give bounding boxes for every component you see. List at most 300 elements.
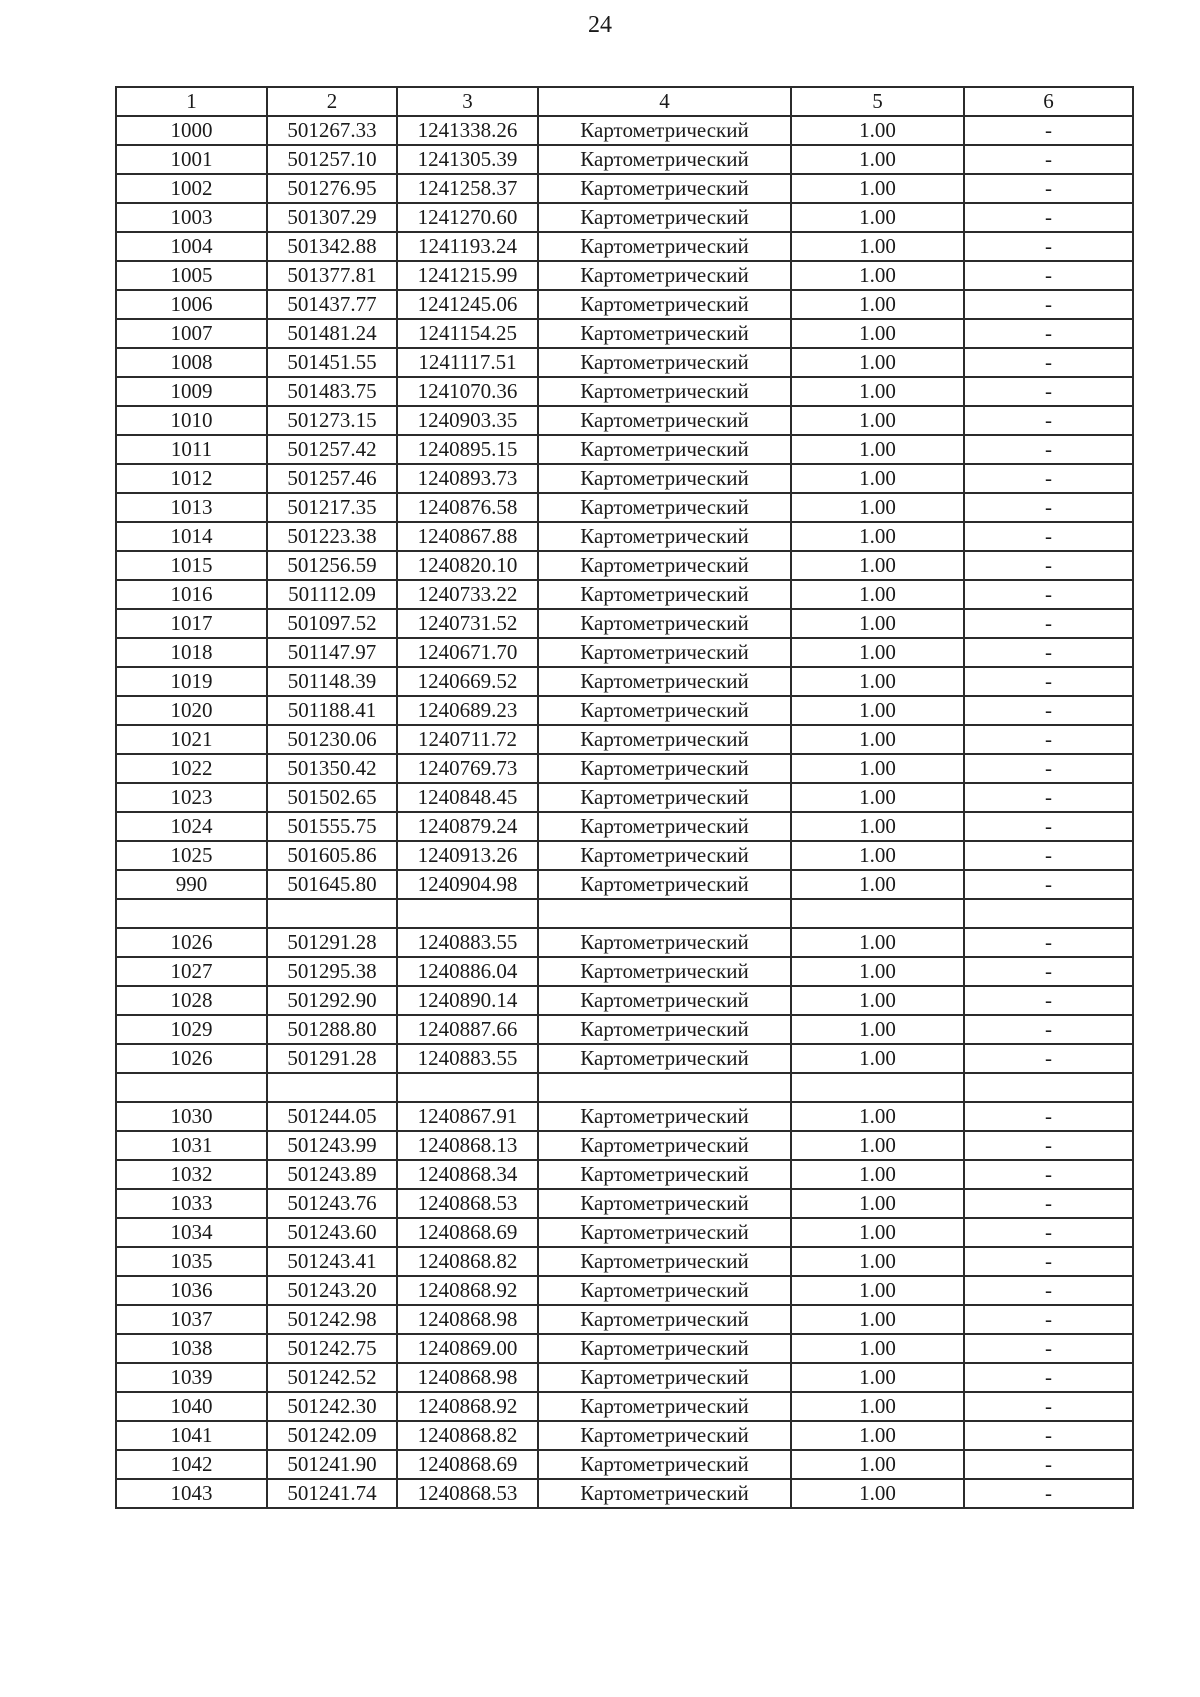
x-coordinate-cell: 501292.90 — [267, 986, 397, 1015]
point-number-cell: 1040 — [116, 1392, 267, 1421]
accuracy-cell: 1.00 — [791, 1334, 964, 1363]
point-number-cell — [116, 1073, 267, 1102]
y-coordinate-cell: 1240895.15 — [397, 435, 538, 464]
y-coordinate-cell: 1240867.91 — [397, 1102, 538, 1131]
header-row — [116, 87, 1133, 116]
table-row — [116, 377, 1133, 406]
x-coordinate-cell: 501257.10 — [267, 145, 397, 174]
point-number-cell: 1012 — [116, 464, 267, 493]
point-number-cell: 1008 — [116, 348, 267, 377]
description-cell: - — [964, 609, 1133, 638]
description-cell: - — [964, 957, 1133, 986]
table-row — [116, 609, 1133, 638]
y-coordinate-cell: 1240913.26 — [397, 841, 538, 870]
accuracy-cell: 1.00 — [791, 377, 964, 406]
method-cell: Картометрический — [538, 1363, 791, 1392]
description-cell: - — [964, 203, 1133, 232]
method-cell: Картометрический — [538, 696, 791, 725]
description-cell: - — [964, 319, 1133, 348]
y-coordinate-cell: 1240769.73 — [397, 754, 538, 783]
point-number-cell: 1021 — [116, 725, 267, 754]
method-cell — [538, 1073, 791, 1102]
y-coordinate-cell: 1240883.55 — [397, 1044, 538, 1073]
accuracy-cell: 1.00 — [791, 464, 964, 493]
description-cell: - — [964, 377, 1133, 406]
point-number-cell: 1028 — [116, 986, 267, 1015]
method-cell: Картометрический — [538, 928, 791, 957]
method-cell: Картометрический — [538, 1160, 791, 1189]
table-row — [116, 1218, 1133, 1247]
method-cell: Картометрический — [538, 377, 791, 406]
description-cell: - — [964, 1392, 1133, 1421]
x-coordinate-cell: 501243.99 — [267, 1131, 397, 1160]
method-cell: Картометрический — [538, 1044, 791, 1073]
y-coordinate-cell: 1241215.99 — [397, 261, 538, 290]
x-coordinate-cell: 501242.52 — [267, 1363, 397, 1392]
table-row — [116, 174, 1133, 203]
point-number-cell: 1033 — [116, 1189, 267, 1218]
point-number-cell: 1025 — [116, 841, 267, 870]
description-cell: - — [964, 1160, 1133, 1189]
x-coordinate-cell: 501256.59 — [267, 551, 397, 580]
accuracy-cell: 1.00 — [791, 638, 964, 667]
method-cell: Картометрический — [538, 1102, 791, 1131]
point-number-cell: 1013 — [116, 493, 267, 522]
method-cell: Картометрический — [538, 609, 791, 638]
y-coordinate-cell: 1240820.10 — [397, 551, 538, 580]
method-cell: Картометрический — [538, 754, 791, 783]
description-cell: - — [964, 551, 1133, 580]
accuracy-cell: 1.00 — [791, 145, 964, 174]
method-cell: Картометрический — [538, 261, 791, 290]
description-cell: - — [964, 1305, 1133, 1334]
accuracy-cell: 1.00 — [791, 1392, 964, 1421]
table-row — [116, 986, 1133, 1015]
table-row — [116, 1131, 1133, 1160]
accuracy-cell: 1.00 — [791, 986, 964, 1015]
x-coordinate-cell: 501242.09 — [267, 1421, 397, 1450]
page-number: 24 — [588, 12, 612, 38]
table-row — [116, 1247, 1133, 1276]
point-number-cell — [116, 899, 267, 928]
description-cell: - — [964, 145, 1133, 174]
x-coordinate-cell: 501188.41 — [267, 696, 397, 725]
accuracy-cell: 1.00 — [791, 1450, 964, 1479]
accuracy-cell: 1.00 — [791, 928, 964, 957]
x-coordinate-cell: 501350.42 — [267, 754, 397, 783]
table-row — [116, 1044, 1133, 1073]
method-cell: Картометрический — [538, 435, 791, 464]
x-coordinate-cell: 501288.80 — [267, 1015, 397, 1044]
point-number-cell: 1039 — [116, 1363, 267, 1392]
x-coordinate-cell: 501342.88 — [267, 232, 397, 261]
y-coordinate-cell: 1240868.13 — [397, 1131, 538, 1160]
y-coordinate-cell: 1240868.69 — [397, 1218, 538, 1247]
table-row — [116, 1160, 1133, 1189]
method-cell: Картометрический — [538, 580, 791, 609]
table-row — [116, 812, 1133, 841]
description-cell: - — [964, 667, 1133, 696]
accuracy-cell: 1.00 — [791, 783, 964, 812]
description-cell: - — [964, 1189, 1133, 1218]
table-row — [116, 1102, 1133, 1131]
point-number-cell: 1023 — [116, 783, 267, 812]
description-cell: - — [964, 232, 1133, 261]
table-row — [116, 551, 1133, 580]
method-cell: Картометрический — [538, 841, 791, 870]
y-coordinate-cell: 1241270.60 — [397, 203, 538, 232]
accuracy-cell: 1.00 — [791, 1131, 964, 1160]
y-coordinate-cell: 1240868.53 — [397, 1189, 538, 1218]
method-cell: Картометрический — [538, 493, 791, 522]
method-cell: Картометрический — [538, 203, 791, 232]
table-row — [116, 232, 1133, 261]
x-coordinate-cell: 501243.76 — [267, 1189, 397, 1218]
description-cell: - — [964, 1247, 1133, 1276]
table-row — [116, 899, 1133, 928]
point-number-cell: 1035 — [116, 1247, 267, 1276]
description-cell: - — [964, 290, 1133, 319]
accuracy-cell: 1.00 — [791, 551, 964, 580]
description-cell: - — [964, 812, 1133, 841]
description-cell: - — [964, 1276, 1133, 1305]
x-coordinate-cell: 501437.77 — [267, 290, 397, 319]
table-row — [116, 1392, 1133, 1421]
x-coordinate-cell: 501555.75 — [267, 812, 397, 841]
point-number-cell: 1022 — [116, 754, 267, 783]
y-coordinate-cell: 1240689.23 — [397, 696, 538, 725]
point-number-cell: 1030 — [116, 1102, 267, 1131]
method-cell: Картометрический — [538, 232, 791, 261]
x-coordinate-cell: 501112.09 — [267, 580, 397, 609]
description-cell: - — [964, 1015, 1133, 1044]
x-coordinate-cell: 501243.60 — [267, 1218, 397, 1247]
x-coordinate-cell: 501267.33 — [267, 116, 397, 145]
description-cell: - — [964, 580, 1133, 609]
table-row — [116, 522, 1133, 551]
table-row — [116, 261, 1133, 290]
accuracy-cell: 1.00 — [791, 1160, 964, 1189]
point-number-cell: 1015 — [116, 551, 267, 580]
point-number-cell: 1017 — [116, 609, 267, 638]
table-row — [116, 1450, 1133, 1479]
point-number-cell: 1004 — [116, 232, 267, 261]
table-row — [116, 696, 1133, 725]
table-row — [116, 145, 1133, 174]
point-number-cell: 1005 — [116, 261, 267, 290]
description-cell: - — [964, 406, 1133, 435]
method-cell: Картометрический — [538, 116, 791, 145]
y-coordinate-cell: 1240887.66 — [397, 1015, 538, 1044]
table-row — [116, 1276, 1133, 1305]
column-header-4: 4 — [538, 87, 791, 116]
method-cell: Картометрический — [538, 1392, 791, 1421]
accuracy-cell: 1.00 — [791, 1015, 964, 1044]
point-number-cell: 1034 — [116, 1218, 267, 1247]
method-cell: Картометрический — [538, 406, 791, 435]
accuracy-cell: 1.00 — [791, 203, 964, 232]
method-cell: Картометрический — [538, 174, 791, 203]
point-number-cell: 1002 — [116, 174, 267, 203]
point-number-cell: 1027 — [116, 957, 267, 986]
x-coordinate-cell: 501257.42 — [267, 435, 397, 464]
point-number-cell: 1038 — [116, 1334, 267, 1363]
x-coordinate-cell: 501291.28 — [267, 1044, 397, 1073]
table-row — [116, 841, 1133, 870]
accuracy-cell: 1.00 — [791, 1044, 964, 1073]
point-number-cell: 1010 — [116, 406, 267, 435]
table-body — [116, 116, 1133, 1508]
y-coordinate-cell: 1240868.53 — [397, 1479, 538, 1508]
point-number-cell: 1006 — [116, 290, 267, 319]
x-coordinate-cell: 501276.95 — [267, 174, 397, 203]
method-cell: Картометрический — [538, 638, 791, 667]
table-row — [116, 870, 1133, 899]
table-row — [116, 116, 1133, 145]
description-cell: - — [964, 638, 1133, 667]
description-cell: - — [964, 522, 1133, 551]
method-cell: Картометрический — [538, 551, 791, 580]
point-number-cell: 1031 — [116, 1131, 267, 1160]
table-row — [116, 319, 1133, 348]
x-coordinate-cell: 501217.35 — [267, 493, 397, 522]
accuracy-cell: 1.00 — [791, 754, 964, 783]
x-coordinate-cell: 501241.90 — [267, 1450, 397, 1479]
accuracy-cell: 1.00 — [791, 696, 964, 725]
x-coordinate-cell: 501097.52 — [267, 609, 397, 638]
point-number-cell: 1042 — [116, 1450, 267, 1479]
accuracy-cell: 1.00 — [791, 1363, 964, 1392]
y-coordinate-cell: 1241154.25 — [397, 319, 538, 348]
x-coordinate-cell: 501242.75 — [267, 1334, 397, 1363]
table-row — [116, 1334, 1133, 1363]
x-coordinate-cell: 501483.75 — [267, 377, 397, 406]
point-number-cell: 1011 — [116, 435, 267, 464]
y-coordinate-cell: 1240731.52 — [397, 609, 538, 638]
description-cell: - — [964, 1450, 1133, 1479]
description-cell: - — [964, 725, 1133, 754]
method-cell: Картометрический — [538, 957, 791, 986]
method-cell: Картометрический — [538, 1276, 791, 1305]
x-coordinate-cell: 501502.65 — [267, 783, 397, 812]
description-cell: - — [964, 435, 1133, 464]
accuracy-cell: 1.00 — [791, 1102, 964, 1131]
y-coordinate-cell: 1240711.72 — [397, 725, 538, 754]
point-number-cell: 1019 — [116, 667, 267, 696]
description-cell: - — [964, 348, 1133, 377]
y-coordinate-cell: 1240868.98 — [397, 1363, 538, 1392]
point-number-cell: 990 — [116, 870, 267, 899]
point-number-cell: 1020 — [116, 696, 267, 725]
accuracy-cell: 1.00 — [791, 174, 964, 203]
y-coordinate-cell: 1241258.37 — [397, 174, 538, 203]
description-cell: - — [964, 986, 1133, 1015]
method-cell: Картометрический — [538, 464, 791, 493]
x-coordinate-cell: 501148.39 — [267, 667, 397, 696]
accuracy-cell: 1.00 — [791, 290, 964, 319]
accuracy-cell: 1.00 — [791, 1421, 964, 1450]
accuracy-cell: 1.00 — [791, 580, 964, 609]
point-number-cell: 1026 — [116, 1044, 267, 1073]
y-coordinate-cell: 1240903.35 — [397, 406, 538, 435]
accuracy-cell: 1.00 — [791, 319, 964, 348]
description-cell: - — [964, 1131, 1133, 1160]
x-coordinate-cell: 501147.97 — [267, 638, 397, 667]
column-header-2: 2 — [267, 87, 397, 116]
point-number-cell: 1026 — [116, 928, 267, 957]
table-row — [116, 1421, 1133, 1450]
description-cell — [964, 1073, 1133, 1102]
description-cell: - — [964, 1102, 1133, 1131]
point-number-cell: 1001 — [116, 145, 267, 174]
accuracy-cell: 1.00 — [791, 1276, 964, 1305]
method-cell: Картометрический — [538, 290, 791, 319]
method-cell: Картометрический — [538, 522, 791, 551]
accuracy-cell — [791, 1073, 964, 1102]
accuracy-cell: 1.00 — [791, 435, 964, 464]
y-coordinate-cell: 1240868.82 — [397, 1247, 538, 1276]
y-coordinate-cell: 1240868.98 — [397, 1305, 538, 1334]
description-cell: - — [964, 1334, 1133, 1363]
accuracy-cell: 1.00 — [791, 406, 964, 435]
y-coordinate-cell: 1240876.58 — [397, 493, 538, 522]
method-cell: Картометрический — [538, 348, 791, 377]
table-row — [116, 464, 1133, 493]
y-coordinate-cell: 1240893.73 — [397, 464, 538, 493]
y-coordinate-cell: 1240868.92 — [397, 1276, 538, 1305]
y-coordinate-cell: 1240886.04 — [397, 957, 538, 986]
description-cell: - — [964, 116, 1133, 145]
y-coordinate-cell: 1241338.26 — [397, 116, 538, 145]
point-number-cell: 1018 — [116, 638, 267, 667]
method-cell: Картометрический — [538, 1247, 791, 1276]
table-row — [116, 725, 1133, 754]
description-cell: - — [964, 841, 1133, 870]
table-row — [116, 580, 1133, 609]
point-number-cell: 1000 — [116, 116, 267, 145]
table-row — [116, 435, 1133, 464]
accuracy-cell: 1.00 — [791, 348, 964, 377]
x-coordinate-cell: 501242.98 — [267, 1305, 397, 1334]
accuracy-cell: 1.00 — [791, 116, 964, 145]
y-coordinate-cell: 1240848.45 — [397, 783, 538, 812]
y-coordinate-cell: 1240883.55 — [397, 928, 538, 957]
table-row — [116, 1305, 1133, 1334]
description-cell: - — [964, 174, 1133, 203]
x-coordinate-cell — [267, 1073, 397, 1102]
method-cell: Картометрический — [538, 725, 791, 754]
description-cell: - — [964, 493, 1133, 522]
y-coordinate-cell — [397, 1073, 538, 1102]
point-number-cell: 1014 — [116, 522, 267, 551]
method-cell: Картометрический — [538, 1421, 791, 1450]
x-coordinate-cell: 501243.20 — [267, 1276, 397, 1305]
x-coordinate-cell: 501645.80 — [267, 870, 397, 899]
description-cell: - — [964, 464, 1133, 493]
y-coordinate-cell: 1240868.82 — [397, 1421, 538, 1450]
method-cell: Картометрический — [538, 1131, 791, 1160]
x-coordinate-cell: 501223.38 — [267, 522, 397, 551]
x-coordinate-cell: 501295.38 — [267, 957, 397, 986]
description-cell: - — [964, 1421, 1133, 1450]
column-header-1: 1 — [116, 87, 267, 116]
y-coordinate-cell: 1240671.70 — [397, 638, 538, 667]
x-coordinate-cell: 501481.24 — [267, 319, 397, 348]
point-number-cell: 1037 — [116, 1305, 267, 1334]
x-coordinate-cell: 501242.30 — [267, 1392, 397, 1421]
description-cell — [964, 899, 1133, 928]
y-coordinate-cell: 1241305.39 — [397, 145, 538, 174]
point-number-cell: 1003 — [116, 203, 267, 232]
method-cell: Картометрический — [538, 812, 791, 841]
description-cell: - — [964, 928, 1133, 957]
x-coordinate-cell: 501241.74 — [267, 1479, 397, 1508]
table-row — [116, 203, 1133, 232]
method-cell: Картометрический — [538, 1305, 791, 1334]
point-number-cell: 1036 — [116, 1276, 267, 1305]
accuracy-cell: 1.00 — [791, 493, 964, 522]
accuracy-cell: 1.00 — [791, 522, 964, 551]
x-coordinate-cell: 501243.41 — [267, 1247, 397, 1276]
point-number-cell: 1016 — [116, 580, 267, 609]
y-coordinate-cell: 1240733.22 — [397, 580, 538, 609]
column-header-6: 6 — [964, 87, 1133, 116]
point-number-cell: 1043 — [116, 1479, 267, 1508]
point-number-cell: 1029 — [116, 1015, 267, 1044]
accuracy-cell: 1.00 — [791, 1247, 964, 1276]
description-cell: - — [964, 1044, 1133, 1073]
table-row — [116, 406, 1133, 435]
column-header-5: 5 — [791, 87, 964, 116]
y-coordinate-cell: 1241245.06 — [397, 290, 538, 319]
table-row — [116, 1363, 1133, 1392]
table-row — [116, 1189, 1133, 1218]
method-cell: Картометрический — [538, 1479, 791, 1508]
description-cell: - — [964, 783, 1133, 812]
x-coordinate-cell: 501451.55 — [267, 348, 397, 377]
description-cell: - — [964, 870, 1133, 899]
table-row — [116, 290, 1133, 319]
table-row — [116, 1073, 1133, 1102]
x-coordinate-cell: 501273.15 — [267, 406, 397, 435]
y-coordinate-cell: 1240868.92 — [397, 1392, 538, 1421]
y-coordinate-cell: 1240867.88 — [397, 522, 538, 551]
point-number-cell: 1007 — [116, 319, 267, 348]
accuracy-cell: 1.00 — [791, 841, 964, 870]
y-coordinate-cell: 1240879.24 — [397, 812, 538, 841]
point-number-cell: 1032 — [116, 1160, 267, 1189]
accuracy-cell: 1.00 — [791, 1218, 964, 1247]
column-header-3: 3 — [397, 87, 538, 116]
point-number-cell: 1024 — [116, 812, 267, 841]
accuracy-cell: 1.00 — [791, 725, 964, 754]
accuracy-cell: 1.00 — [791, 957, 964, 986]
x-coordinate-cell: 501377.81 — [267, 261, 397, 290]
method-cell: Картометрический — [538, 870, 791, 899]
coordinates-table — [115, 86, 1134, 1509]
accuracy-cell — [791, 899, 964, 928]
accuracy-cell: 1.00 — [791, 1479, 964, 1508]
table-row — [116, 348, 1133, 377]
method-cell: Картометрический — [538, 1189, 791, 1218]
description-cell: - — [964, 696, 1133, 725]
accuracy-cell: 1.00 — [791, 261, 964, 290]
accuracy-cell: 1.00 — [791, 870, 964, 899]
table-header — [116, 87, 1133, 116]
y-coordinate-cell: 1241070.36 — [397, 377, 538, 406]
point-number-cell: 1041 — [116, 1421, 267, 1450]
method-cell: Картометрический — [538, 145, 791, 174]
